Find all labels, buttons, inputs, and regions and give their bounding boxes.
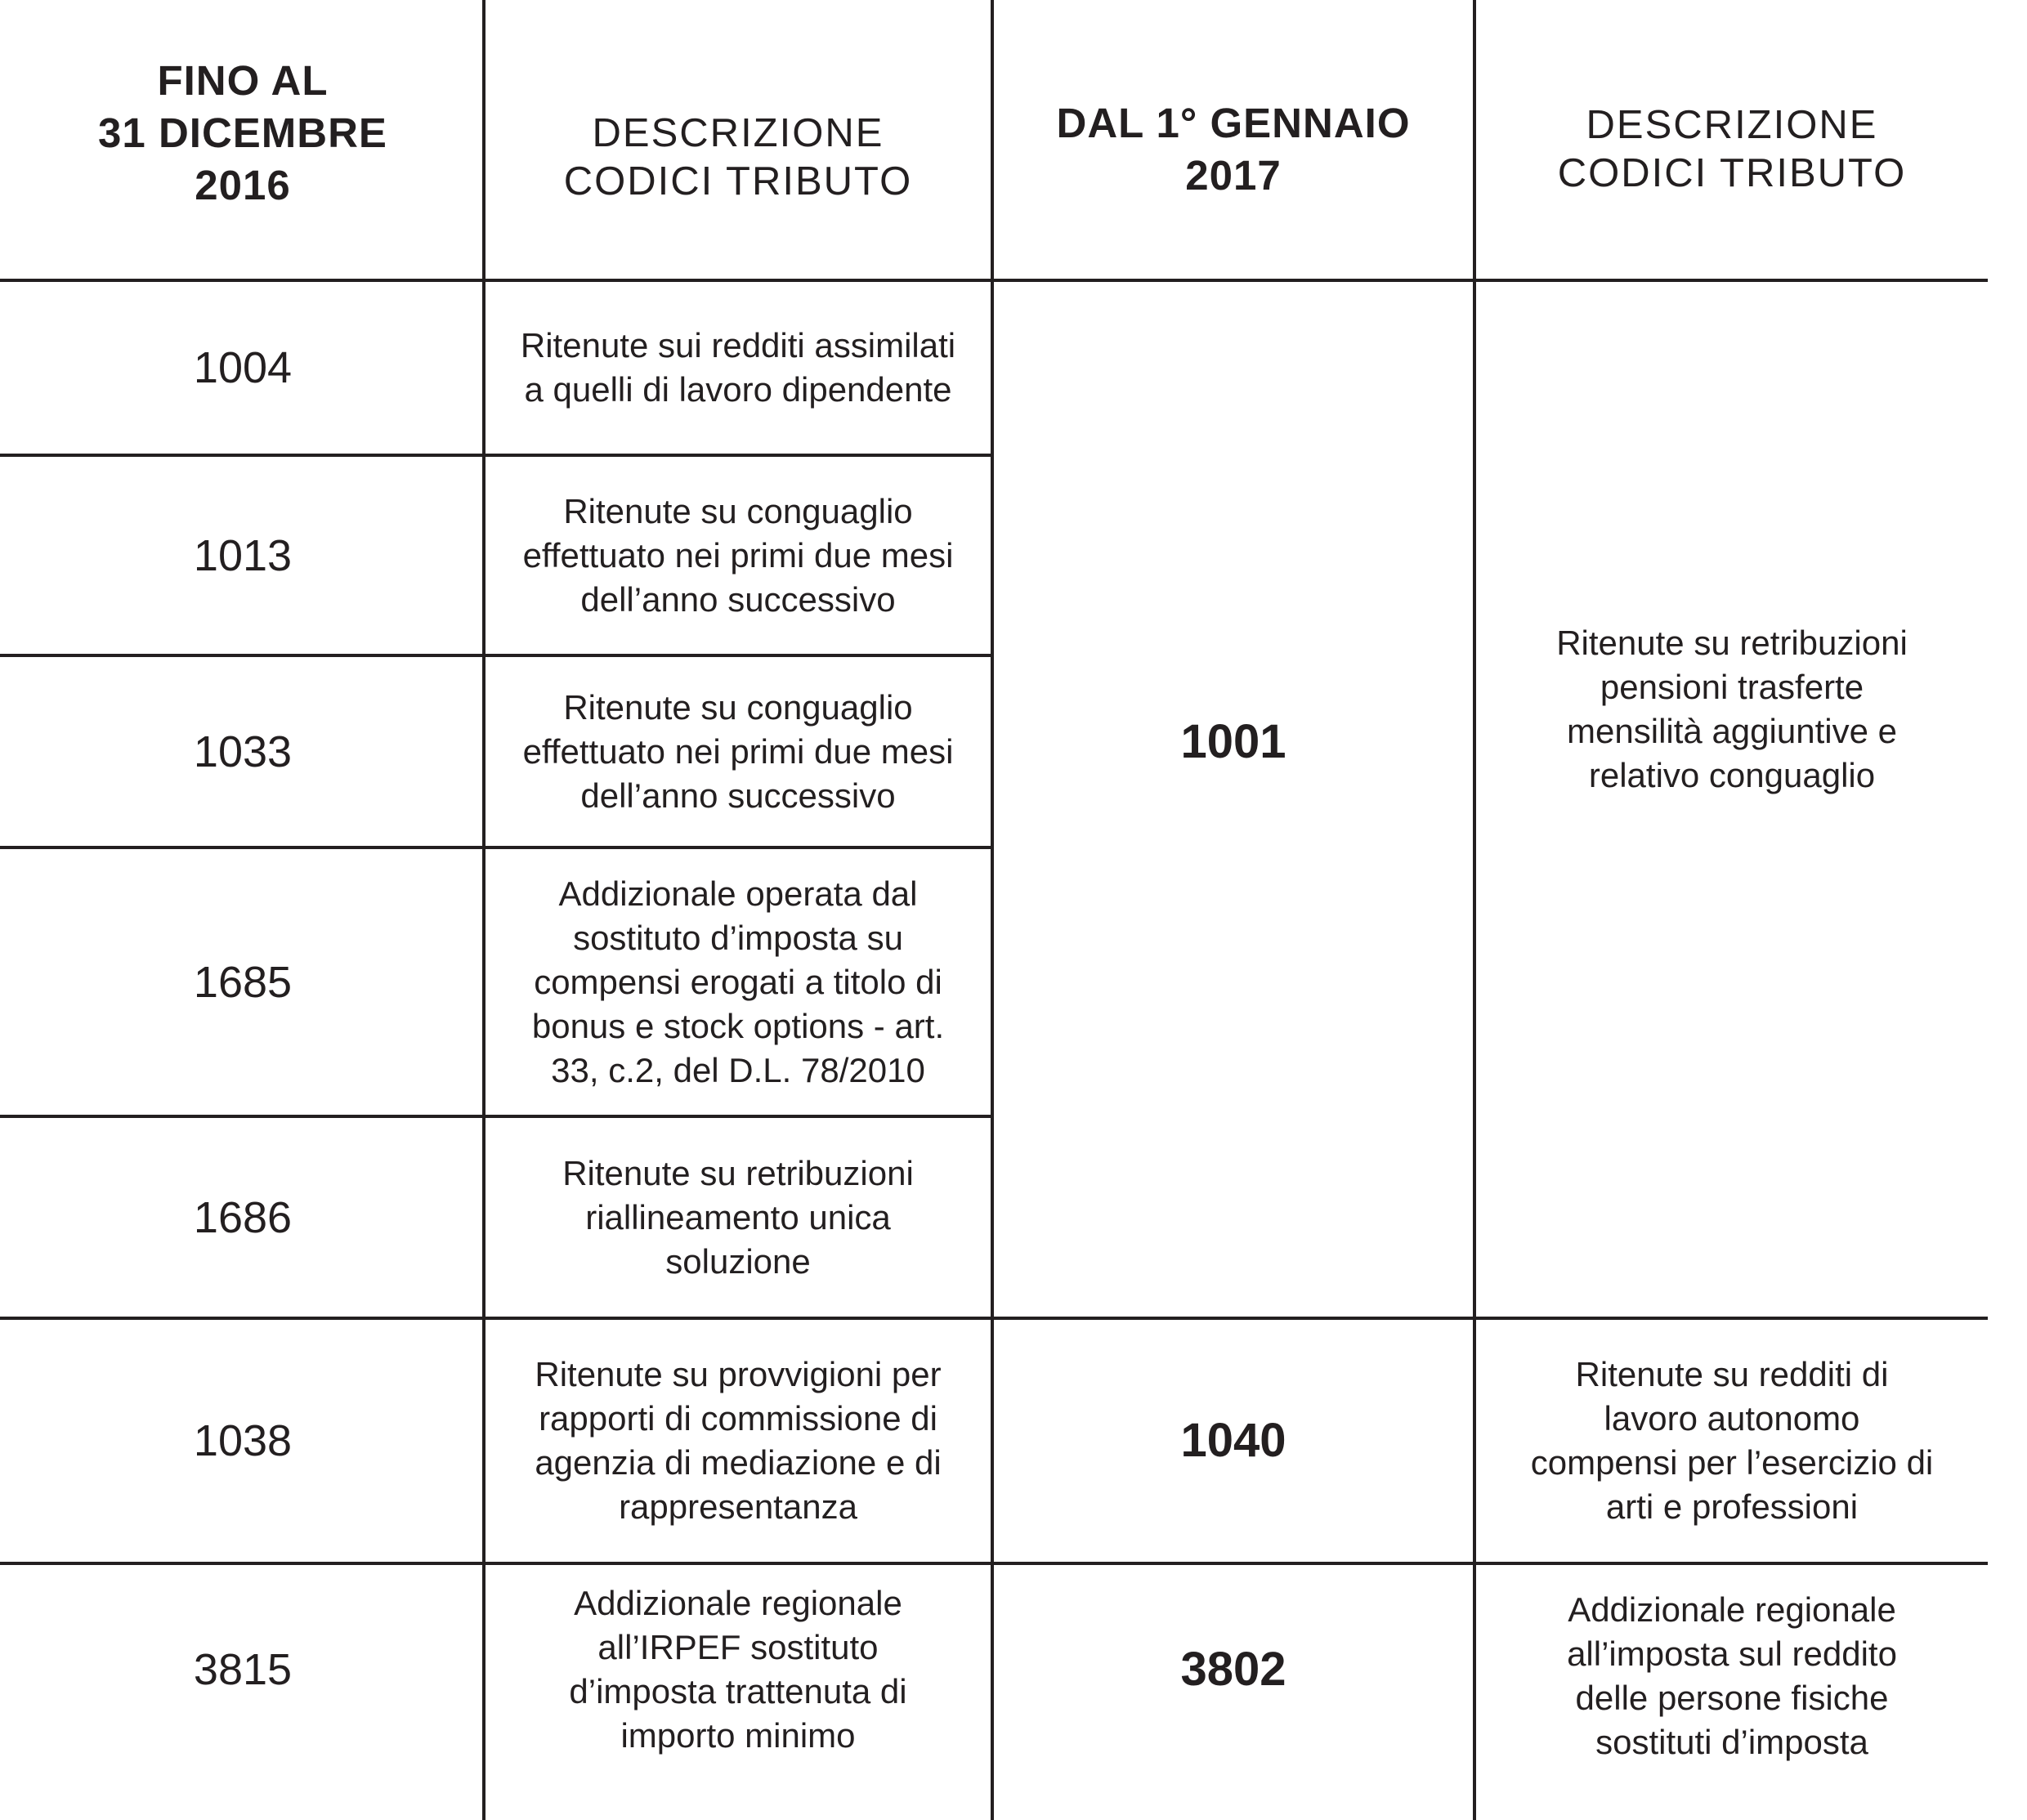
- new-description: Ritenute su retribuzioni pensioni trasferte mensilità aggiuntive e relativo conguaglio: [1556, 624, 1908, 794]
- new-description: Ritenute su redditi di lavoro autonomo compensi per l’esercizio di arti e professioni: [1530, 1355, 1934, 1526]
- header-new-description-text: DESCRIZIONE CODICI TRIBUTO: [1557, 102, 1907, 195]
- old-description: Ritenute su conguaglio effettuato nei primi due mesi dell’anno successivo: [522, 491, 954, 619]
- old-code: 1033: [193, 727, 293, 776]
- header-new-period: [994, 0, 1473, 279]
- old-description: Ritenute su provvigioni per rapporti di commissione di agenzia di mediazione e di rappresentanza: [535, 1355, 942, 1526]
- header-old-description-text: DESCRIZIONE CODICI TRIBUTO: [563, 110, 913, 203]
- new-description: Addizionale regionale all’imposta sul reddito delle persone fisiche sostituti d’imposta: [1567, 1590, 1897, 1761]
- new-code-cell: [994, 1565, 1473, 1820]
- old-description: Addizionale regionale all’IRPEF sostituto d’imposta trattenuta di importo minimo: [569, 1584, 907, 1755]
- old-description-cell: [485, 657, 991, 846]
- old-description-cell: [485, 282, 991, 454]
- old-description: Ritenute su retribuzioni riallineamento unica soluzione: [562, 1153, 914, 1281]
- old-description: Addizionale operata dal sostituto d’imposta su compensi erogati a titolo di bonus e stock options - art. 33, c.2, del D.L. 78/2010: [531, 874, 945, 1089]
- old-code-cell: [0, 657, 485, 846]
- old-description-cell: [485, 457, 991, 654]
- old-code-cell: [0, 1118, 485, 1317]
- header-old-description: [485, 0, 991, 279]
- header-old-period: [0, 0, 485, 279]
- new-description-cell: [1476, 282, 1988, 1317]
- new-code-cell: [994, 1320, 1473, 1562]
- old-code: 1004: [193, 343, 293, 392]
- new-code-cell: [994, 282, 1473, 1317]
- header-new-period-text: DAL 1° GENNAIO 2017: [1056, 99, 1411, 199]
- old-description-cell: [485, 1118, 991, 1317]
- old-code-cell: [0, 1565, 485, 1820]
- old-code-cell: [0, 282, 485, 454]
- old-code: 1013: [193, 530, 293, 580]
- header-old-period-text: FINO AL 31 DICEMBRE 2016: [98, 56, 387, 208]
- old-code: 3815: [193, 1645, 293, 1694]
- old-description-cell: [485, 1320, 991, 1562]
- new-code: 1040: [1180, 1414, 1286, 1467]
- old-code: 1038: [193, 1416, 293, 1465]
- old-code: 1685: [193, 957, 293, 1007]
- old-code-cell: [0, 849, 485, 1115]
- old-description: Ritenute su conguaglio effettuato nei primi due mesi dell’anno successivo: [522, 687, 954, 815]
- old-code: 1686: [193, 1192, 293, 1242]
- old-description-cell: [485, 849, 991, 1115]
- old-description: Ritenute sui redditi assimilati a quelli di lavoro dipendente: [520, 326, 956, 409]
- old-description-cell: [485, 1565, 991, 1820]
- new-description-cell: [1476, 1565, 1988, 1820]
- old-code-cell: [0, 457, 485, 654]
- old-code-cell: [0, 1320, 485, 1562]
- new-code: 1001: [1180, 715, 1286, 768]
- new-code: 3802: [1180, 1643, 1286, 1696]
- new-description-cell: [1476, 1320, 1988, 1562]
- header-new-description: [1476, 0, 1988, 279]
